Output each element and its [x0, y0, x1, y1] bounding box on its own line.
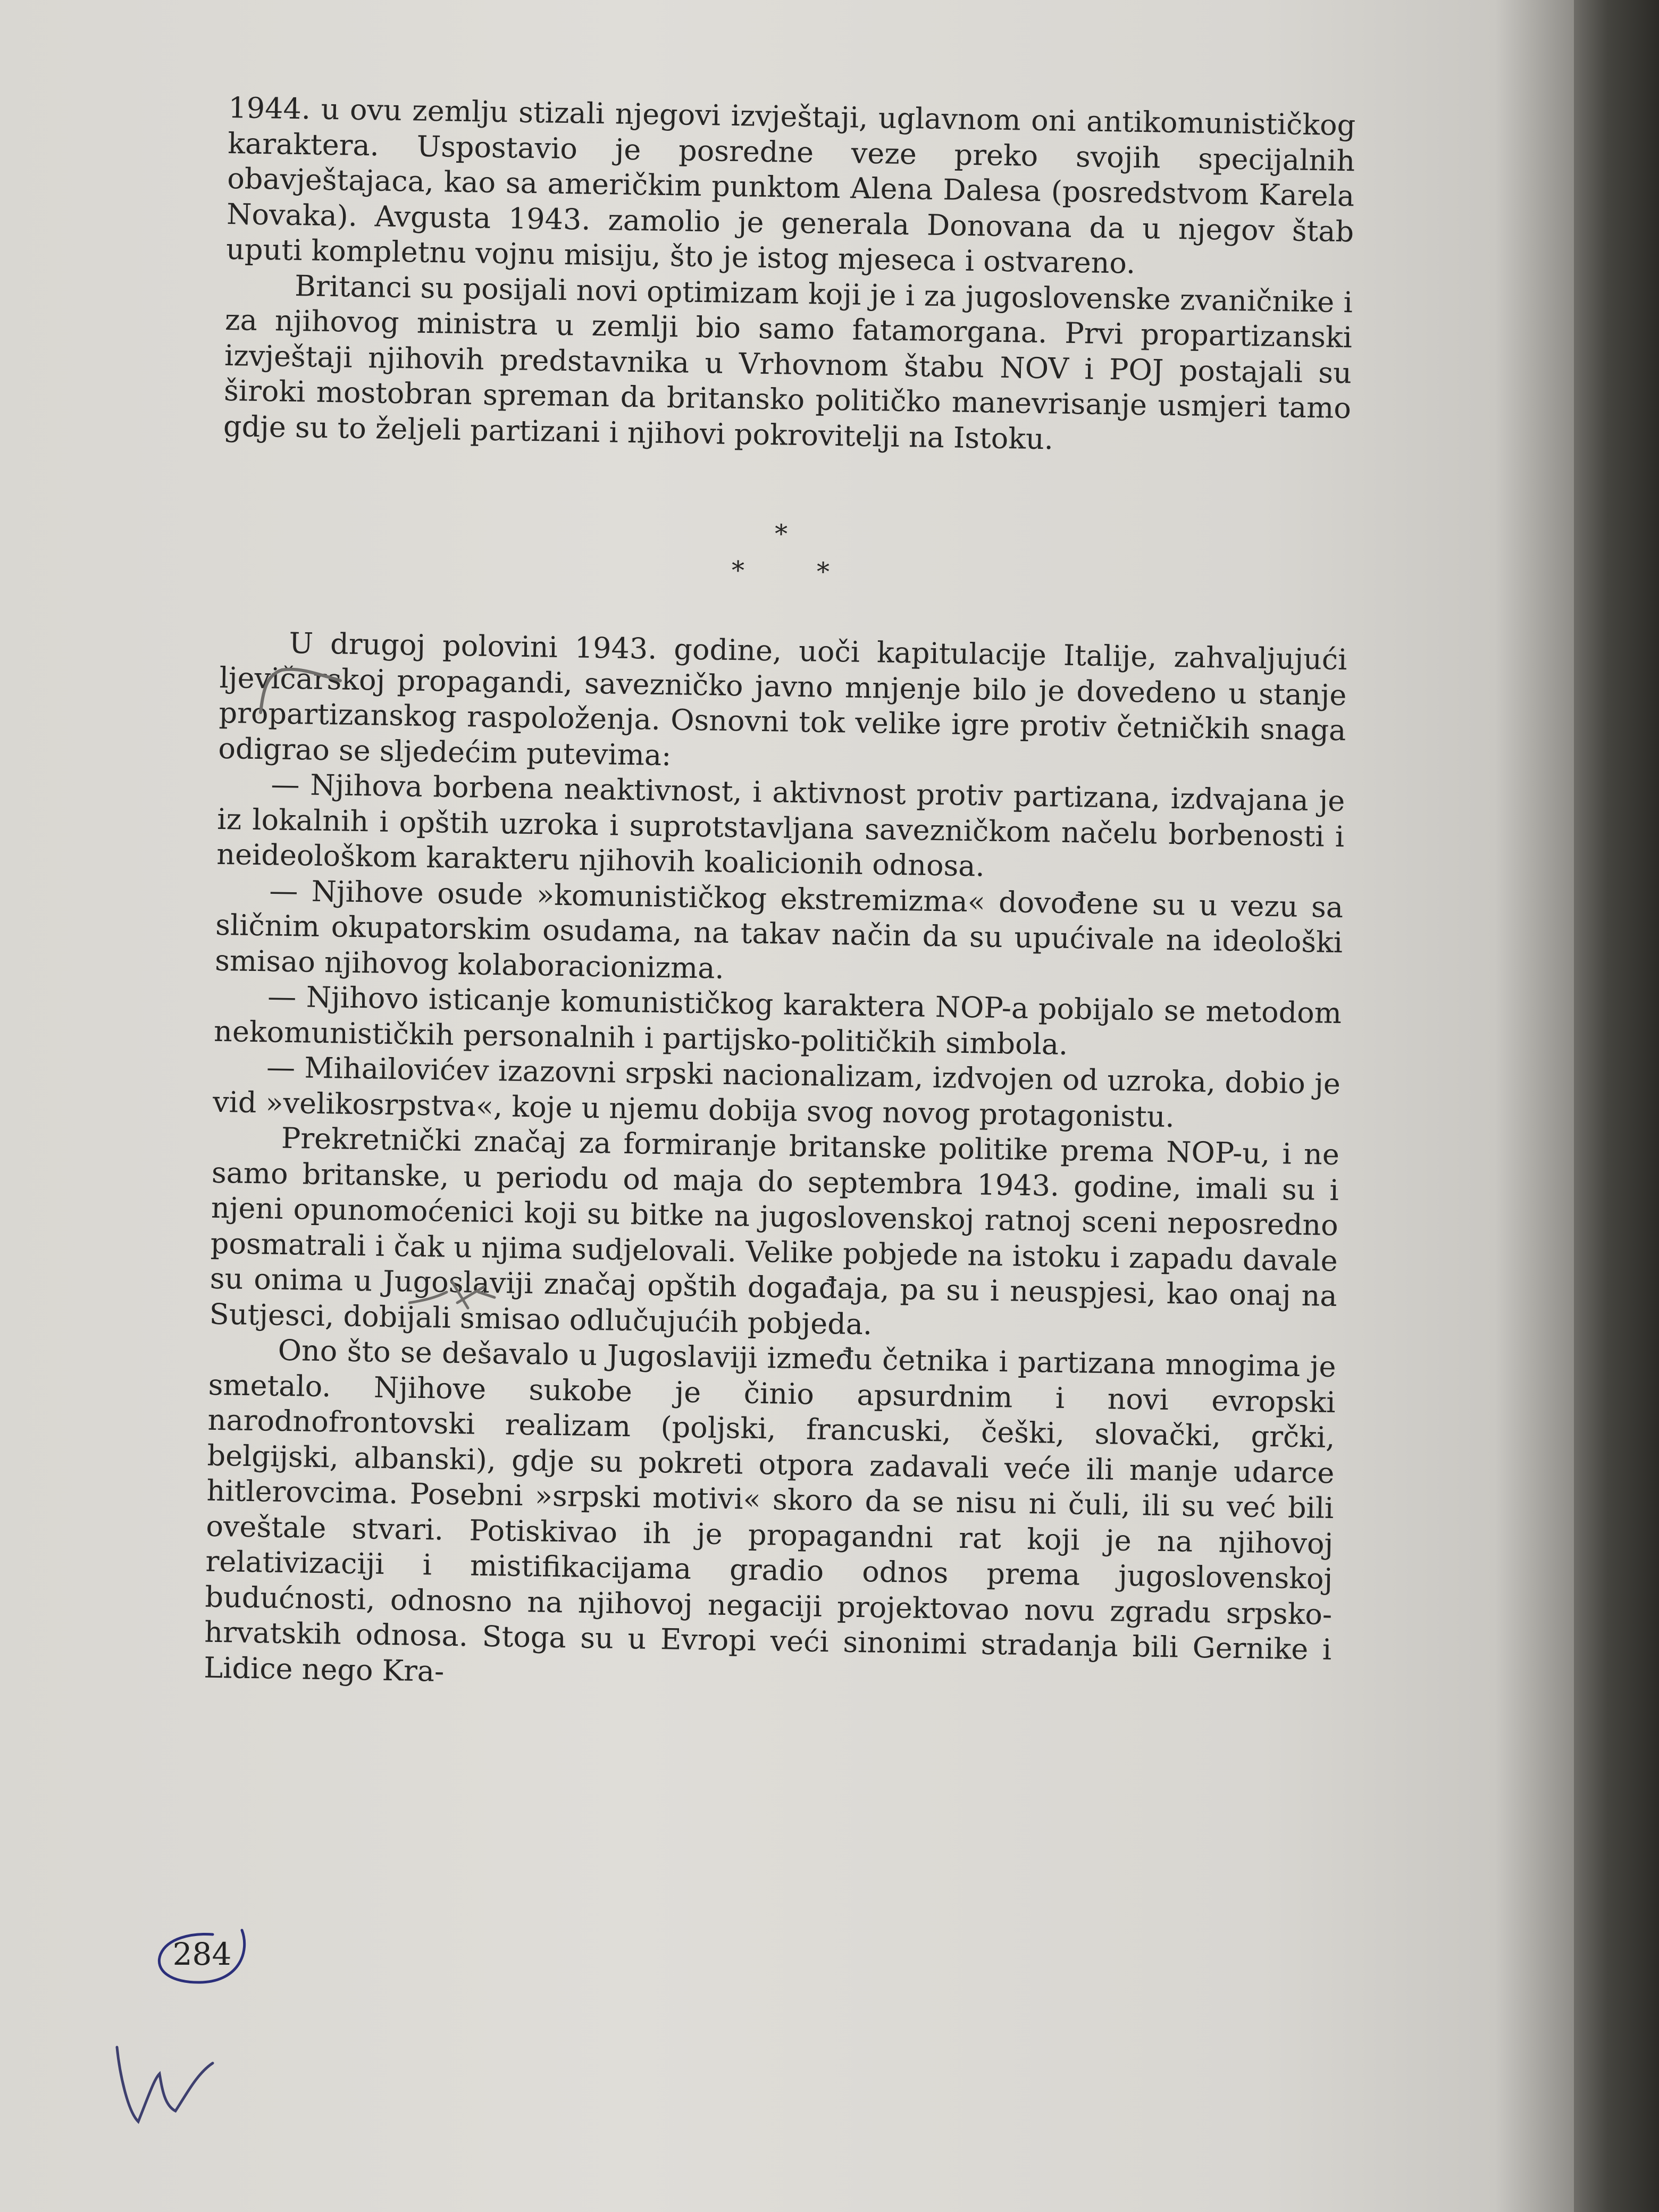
paragraph: Britanci su posijali novi optimizam koji je i za jugoslovenske zvaničnike i za njihovog ministra u zemlji bio samo fatamorgana. Prvi propartizanski izvještaji njihovih predstavnika u Vrhovnom štabu NOV i POJ postajali su široki mostobran spreman da britansko političko manevrisanje usmjeri tamo gdje su to željeli partizani i njihovi pokrovitelji na Istoku. [223, 269, 1353, 456]
dash-item: — Njihove osude »komunističkog ekstremizma« dovođene su u vezu sa sličnim okupatorskim osudama, na takav način da su upućivale na ideološki smisao njihovog kolaboracionizma. [214, 873, 1344, 985]
paragraph: U drugoj polovini 1943. godine, uoči kapitulacije Italije, zahvaljujući ljevičarskoj propagandi, savezničko javno mnjenje bilo je dovedeno u stanje propartizanskog raspoloženja. Osnovni tok velike igre protiv četničkih snaga odigrao se sljedećim putevima: [218, 626, 1347, 772]
page-number [149, 1920, 255, 1989]
book-page-edge [1574, 0, 1659, 2212]
separator-star: * [816, 557, 830, 587]
paragraph: Prekretnički značaj za formiranje britanske politike prema NOP-u, i ne samo britanske, u periodu od maja do septembra 1943. godine, imali su i njeni opunomoćenici koji su bitke na jugoslovenskoj ratnoj sceni neposredno posmatrali i čak u njima sudjelovali. Velike pobjede na istoku i zapadu davale su onima u Jugoslaviji značaj opštih događaja, pa su i neuspjesi, kao onaj na Sutjesci, dobijali smisao odlučujućih pobjeda. [209, 1121, 1340, 1341]
page-number-text: 284 [172, 1936, 232, 1972]
paragraph: Ono što se dešavalo u Jugoslaviji između četnika i partizana mnogima je smetalo. Njihove sukobe je činio apsurdnim i novi evropski narodnofrontovski realizam (poljski, francuski, češki, slovački, grčki, belgijski, albanski), gdje su pokreti otpora zadavali veće ili manje udarce hitlerovcima. Posebni »srpski motivi« skoro da se nisu ni čuli, ili su već bili oveštale stvari. Potiskivao ih je propagandni rat koji je na njihovoj relativizaciji i mistifikacijama gradio odnos prema jugoslovenskoj budućnosti, odnosno na njihovoj negaciji projektovao novu zgradu srpsko-hrvatskih odnosa. Stoga su u Evropi veći sinonimi stradanja bili Gernike i Lidice nego Kra- [203, 1333, 1337, 1688]
pencil-scribble-icon [404, 1271, 510, 1319]
ink-scribble-icon [106, 2031, 223, 2138]
page-text [204, 90, 1356, 1703]
dash-item: — Njihovo isticanje komunističkog karaktera NOP-a pobijalo se metodom nekomunističkih personalnih i partijsko-političkih simbola. [213, 979, 1342, 1061]
dash-item: — Mihailovićev izazovni srpski nacionalizam, izdvojen od uzroka, dobio je vid »velikosrpstva«, koje u njemu dobija svog novog protagonistu. [212, 1050, 1341, 1134]
dash-item: — Njihova borbena neaktivnost, i aktivnost protiv partizana, izdvajana je iz lokalnih i opštih uzroka i suprotstavljana savezničkom načelu borbenosti i neideološkom karakteru njihovih koalicionih odnosa. [216, 767, 1345, 883]
separator-star: * [774, 519, 788, 549]
section-separator [220, 444, 1350, 642]
separator-star: * [731, 555, 745, 586]
pencil-mark-icon [250, 659, 356, 723]
paragraph: 1944. u ovu zemlju stizali njegovi izvještaji, uglavnom oni antikomunističkog karaktera. Uspostavio je posredne veze preko svojih specijalnih obavještajaca, kao sa američkim punktom Alena Dalesa (posredstvom Karela Novaka). Avgusta 1943. zamolio je generala Donovana da u njegov štab uputi kompletnu vojnu misiju, što je istog mjeseca i ostvareno. [225, 90, 1356, 280]
